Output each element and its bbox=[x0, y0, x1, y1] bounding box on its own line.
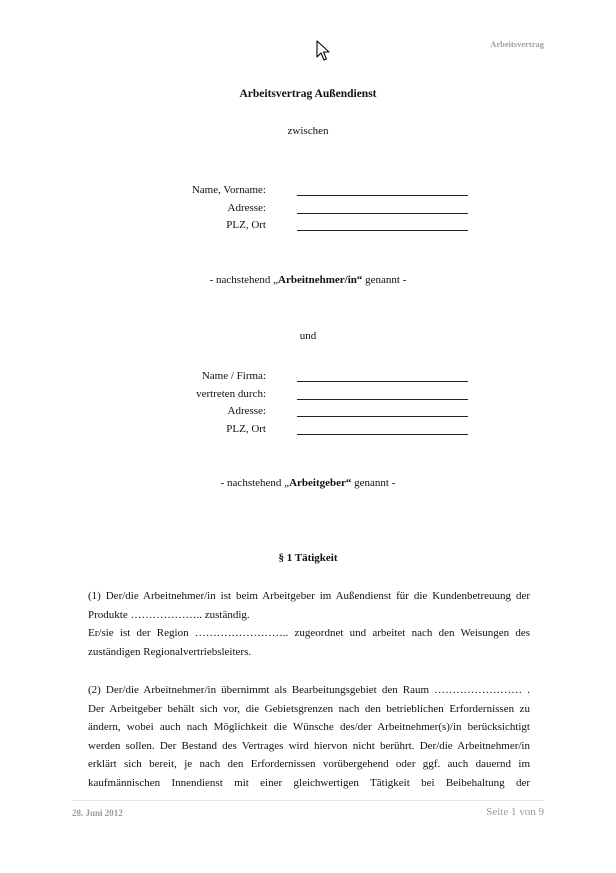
employer-designation bbox=[0, 477, 616, 489]
employer-company-line[interactable] bbox=[297, 381, 468, 382]
employer-representative-line[interactable] bbox=[297, 399, 468, 400]
running-header: Arbeitsvertrag bbox=[490, 39, 544, 49]
employee-city-line[interactable] bbox=[297, 230, 468, 231]
mouse-pointer-icon bbox=[316, 40, 330, 62]
paragraph-1-line: Er/sie ist der Region …………………….. zugeordnet und arbeitet nach den Weisungen des bbox=[88, 627, 530, 640]
employer-note-pre: - nachstehend „ bbox=[220, 477, 290, 489]
employer-note-bold: Arbeitgeber“ bbox=[289, 477, 352, 489]
employer-address-label: Adresse: bbox=[227, 405, 266, 417]
employee-address-label: Adresse: bbox=[227, 202, 266, 214]
footer-divider bbox=[72, 800, 544, 801]
employer-address-line[interactable] bbox=[297, 416, 468, 417]
section-heading: § 1 Tätigkeit bbox=[278, 552, 338, 564]
footer-page-number: Seite 1 von 9 bbox=[486, 806, 544, 818]
paragraph-1-line: (1) Der/die Arbeitnehmer/in ist beim Arbeitgeber im Außendienst für die Kundenbetreuung der bbox=[88, 590, 530, 602]
paragraph-2-line: erklärt sich bereit, je nach den Erfordernissen vorübergehend oder ggf. auch dauernd im bbox=[88, 758, 530, 771]
document-title: Arbeitsvertrag Außendienst bbox=[239, 88, 377, 100]
employee-name-line[interactable] bbox=[297, 195, 468, 196]
paragraph-2 bbox=[88, 681, 530, 793]
employer-city-label: PLZ, Ort bbox=[226, 423, 266, 435]
employee-designation bbox=[0, 274, 616, 286]
employer-company-label: Name / Firma: bbox=[201, 370, 266, 382]
paragraph-2-line: Der Arbeitgeber behält sich vor, die Gebietsgrenzen nach den betrieblichen Erfordernissen zu bbox=[88, 702, 530, 715]
employee-address-line[interactable] bbox=[297, 213, 468, 214]
paragraph-2-line: (2) Der/die Arbeitnehmer/in übernimmt als Bearbeitungsgebiet den Raum …………………… . bbox=[88, 684, 530, 696]
employee-note-bold: Arbeitnehmer/in“ bbox=[278, 274, 363, 286]
paragraph-2-line: werden sollen. Der Bestand des Vertrages wird hiervon nicht berührt. Der/die Arbeitnehmer/in bbox=[88, 739, 530, 752]
paragraph-1-line: Produkte ……………….. zuständig. bbox=[88, 608, 250, 621]
employee-name-label: Name, Vorname: bbox=[191, 184, 266, 196]
employer-representative-label: vertreten durch: bbox=[196, 388, 266, 400]
employee-city-label: PLZ, Ort bbox=[226, 219, 266, 231]
paragraph-2-line: ändern, wobei auch nach Möglichkeit die Wünsche des/der Arbeitnehmer(s)/in berücksichtigt bbox=[88, 721, 530, 734]
paragraph-1 bbox=[88, 587, 530, 661]
and-text: und bbox=[299, 330, 317, 342]
paragraph-1-line: zuständigen Regionalvertriebsleiters. bbox=[88, 645, 252, 658]
employee-note-post: genannt - bbox=[362, 274, 407, 286]
between-text: zwischen bbox=[287, 125, 329, 137]
paragraph-2-line: kaufmännischen Innendienst mit einer gleichwertigen Tätigkeit bei Beibehaltung der bbox=[88, 776, 530, 789]
employee-note-pre: - nachstehend „ bbox=[209, 274, 279, 286]
footer-date: 28. Juni 2012 bbox=[72, 808, 123, 818]
employer-note-post: genannt - bbox=[351, 477, 396, 489]
employer-city-line[interactable] bbox=[297, 434, 468, 435]
